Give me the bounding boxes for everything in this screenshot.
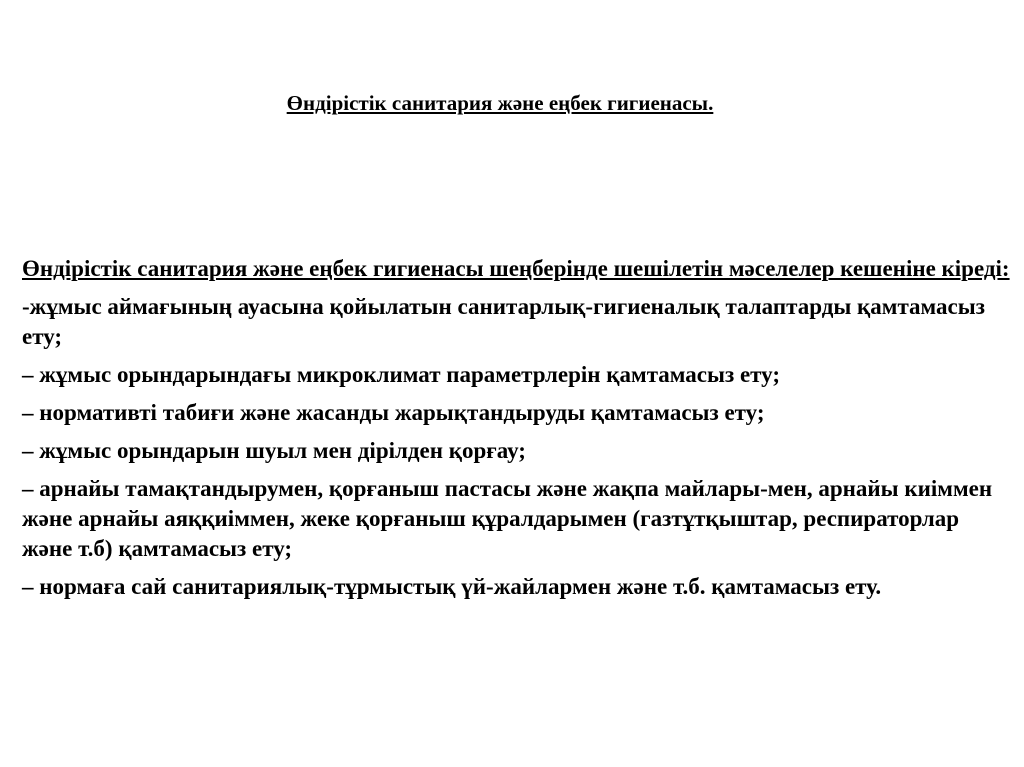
list-item: – нормативті табиғи және жасанды жарықтандыруды қамтамасыз ету; — [22, 400, 765, 425]
list-item: -жұмыс аймағының ауасына қойылатын санитарлық-гигиеналық талаптарды қамтамасыз ету; — [22, 294, 985, 349]
list-item: – нормаға сай санитариялық-тұрмыстық үй-жайлармен және т.б. қамтамасыз ету. — [22, 574, 882, 599]
list-item: – жұмыс орындарындағы микроклимат параметрлерін қамтамасыз ету; — [22, 362, 781, 387]
slide-body — [22, 254, 1012, 610]
intro-text: Өндірістік санитария және еңбек гигиенасы шеңберінде шешілетін мәселелер кешеніне кіреді: — [22, 256, 1010, 281]
list-item: – жұмыс орындарын шуыл мен дірілден қорғау; — [22, 438, 526, 463]
list-item: – арнайы тамақтандырумен, қорғаныш пастасы және жақпа майлары-мен, арнайы киіммен және арнайы аяққиіммен, жеке қорғаныш құралдарымен (газтұтқыштар, респираторлар және т.б) қамтамасыз ету; — [22, 476, 993, 561]
slide-title: Өндірістік санитария және еңбек гигиенасы. — [286, 91, 714, 115]
